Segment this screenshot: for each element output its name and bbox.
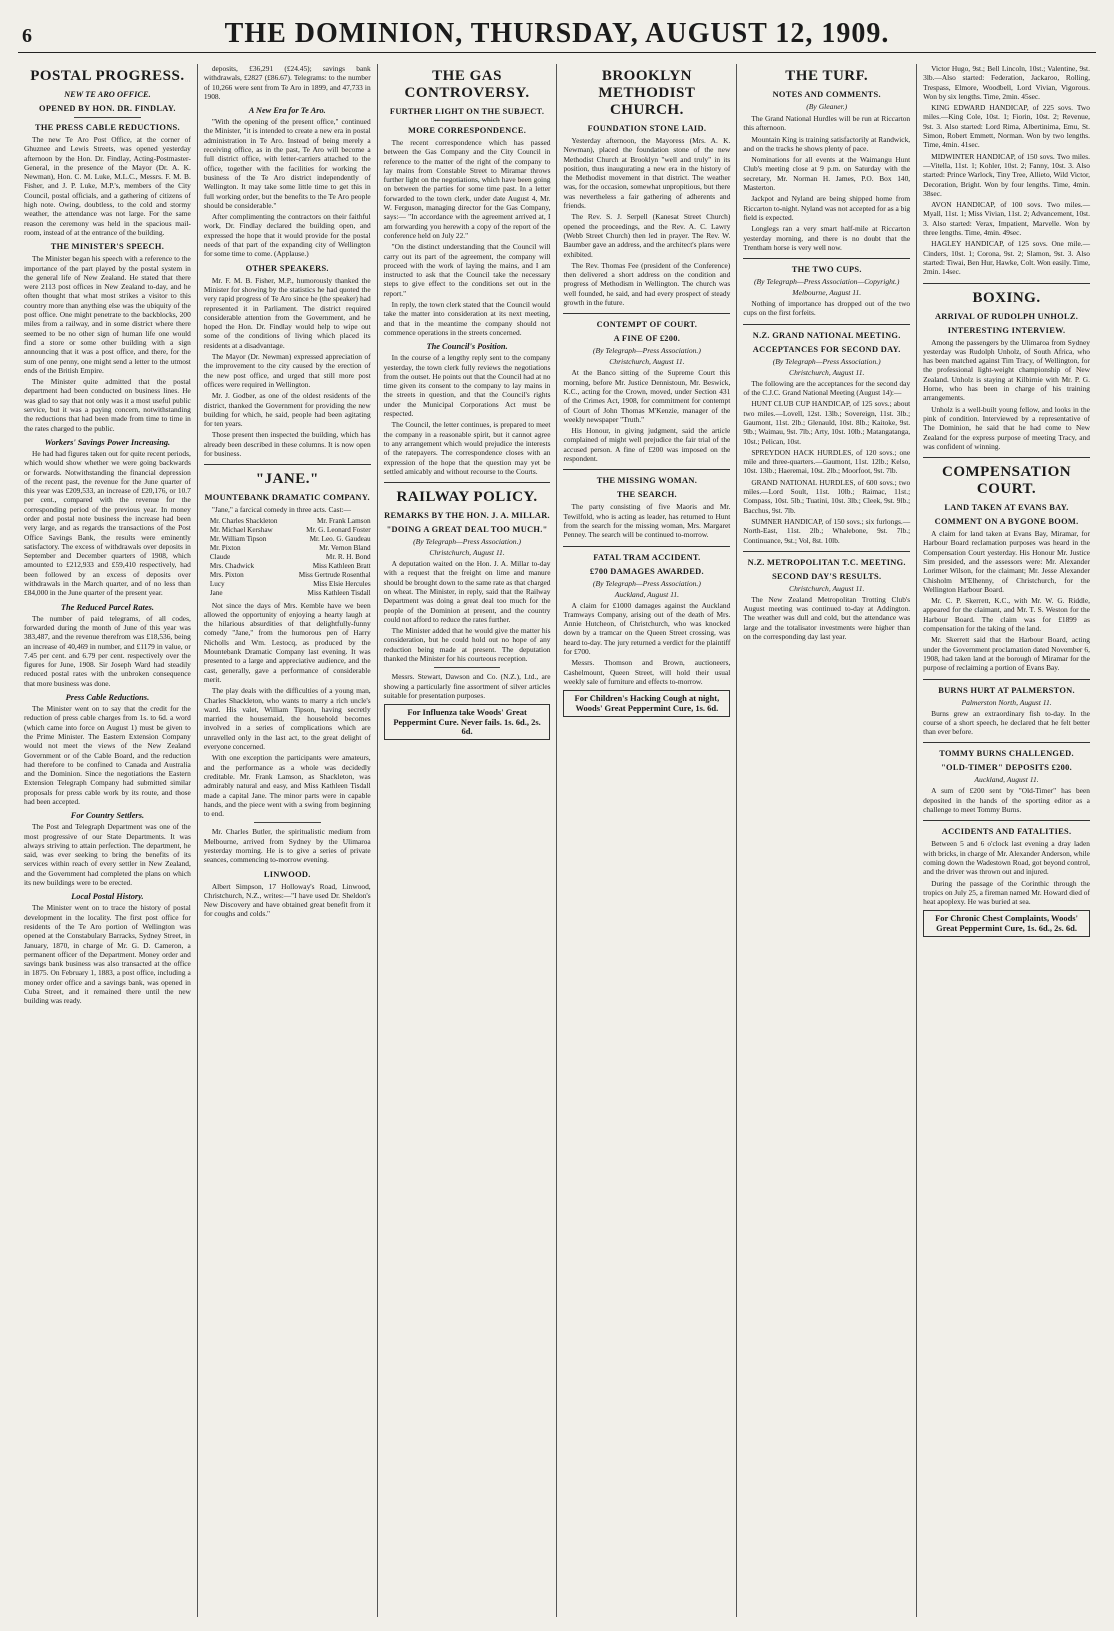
column-2 (198, 64, 378, 1617)
article-subheading: MOUNTEBANK DRAMATIC COMPANY. (204, 493, 370, 503)
column-1 (18, 64, 198, 1617)
paragraph: Not since the days of Mrs. Kemble have we been allowed the opportunity of enjoying a hearty laugh at the hilarious absurdities of that delightfully-funny comedy "Jane," from the humorous pen of Harry Nicholls and Wm. Lestocq, as produced by the Mountebank Dramatic Company last evening. It was presented to a large and appreciative audience, and the cast, generally, gave a performance of considerable merit. (203, 600, 371, 684)
paragraph: KING EDWARD HANDICAP, of 225 sovs. Two miles.—King Cole, 10st. 1; Fiorin, 10st. 2; Revenue, 9st. 3. Also started: Lord Rima, Albertinima, Emu, St. Simon, Robert Emmett, Norman. Won by two lengths. Time, 4min. 41sec. (923, 103, 1090, 150)
dateline: (By Telegraph—Press Association—Copyright.) (753, 277, 900, 287)
cast-row: Mrs. Chadwick Miss Kathleen Bratt (209, 561, 371, 570)
divider (384, 482, 551, 483)
cast-row: Mr. William Tipson Mr. Leo. G. Gaudeau (209, 534, 371, 543)
dateline: (By Telegraph—Press Association.) (592, 578, 701, 588)
columns (18, 64, 1096, 1617)
paragraph: Messrs. Thomson and Brown, auctioneers, Cashelmount, Queen Street, will hold their usual weekly sale of furniture and effects to-morrow. (563, 658, 731, 686)
section-heading: A New Era for Te Aro. (248, 106, 326, 116)
paragraph: SUMNER HANDICAP, of 150 sovs.; six furlongs.—North-East, 11st. 2lb.; Whalebone, 9st. 7lb.; Continuance, 9st.; Vol, 8st. 10lb. (743, 516, 911, 545)
article-subheading: NEW TE ARO OFFICE. (64, 90, 151, 99)
paragraph: With one exception the participants were amateurs, and the performance as a whole was decidedly creditable. Mr. Frank Lamson, as Shackleton, was admirably natural and easy, and Miss Kathleen Tisdall made a capital Jane. The minor parts were in capable hands, and the piece went with a swing from beginning to end. (203, 753, 371, 819)
paragraph: After complimenting the contractors on their faithful work, Dr. Findlay declared the building open, and expressed the hope that it would provide for the postal needs of that part of the expanding city of Wellington for some time to come. (Applause.) (203, 212, 371, 259)
column-5 (737, 64, 917, 1617)
advertisement: For Chronic Chest Complaints, Woods' Great Peppermint Cure, 1s. 6d., 2s. 6d. (923, 910, 1090, 937)
masthead (18, 18, 1096, 53)
section-heading: LINWOOD. (263, 869, 311, 879)
article-subheading: A FINE OF £200. (613, 334, 681, 344)
paragraph: HAGLEY HANDICAP, of 125 sovs. One mile.—Cinders, 10st. 1; Corona, 9st. 2; Slamon, 9st. 3. Also started: Tiwai, Ben Hur, Hawke, Colt. Won easily. Time, 2min. 14sec. (923, 239, 1090, 277)
paragraph: The party consisting of five Maoris and Mr. Tewilfold, who is acting as leader, has returned to Hunt from the search for the missing woman, Mrs. Margaret Penney. The search will be continued to-morrow. (563, 502, 731, 540)
paragraph: The Minister added that he would give the matter his consideration, but he could hold out no hope of any reduction being made at present. The deputation thanked the Minister for his courteous reception. (383, 626, 551, 664)
section-heading: Local Postal History. (71, 892, 144, 902)
section-heading: MORE CORRESPONDENCE. (408, 126, 527, 135)
paragraph: The play deals with the difficulties of a young man, Charles Shackleton, who wants to marry a rich uncle's ward. His valet, William Tipson, having secretly married the housemaid, the household becomes involved in a series of complications which are unravelled only in the last act, to the great delight of everyone concerned. (203, 686, 371, 752)
article-heading: THE TURF. (785, 68, 869, 84)
divider (923, 457, 1090, 458)
paragraph: SPREYDON HACK HURDLES, of 120 sovs.; one mile and three-quarters.—Gaumont, 11st. 12lb.; Kelso, 10st. 13lb.; Haeremai, 10st. 2lb.; Moorfoot, 9st. 7lb. (743, 447, 911, 476)
article-heading: RAILWAY POLICY. (396, 489, 538, 506)
column-3 (378, 64, 558, 1617)
section-heading: THE MINISTER'S SPEECH. (50, 242, 165, 252)
divider (743, 258, 910, 259)
paragraph: HUNT CLUB CUP HANDICAP, of 125 sovs.; about two miles.—Lovell, 12st. 13lb.; Sovereign, 11st. 3lb.; Gaumont, 11st. 2lb.; Glenauld, 10st. 8lb.; Kaitoke, 9st. 9lb.; Waimau, 9st. 7lb.; Arty, 10st. 10lb.; Matangatanga, 10st.; Pelican, 10st. (743, 399, 911, 446)
paragraph: Mr. Skerrett said that the Harbour Board, acting under the Government proclamation dated November 6, 1908, had taken land at the borough of Miramar for the purpose of reclaiming a portion of Evans Bay. (923, 635, 1090, 673)
paragraph: A deputation waited on the Hon. J. A. Millar to-day with a request that the freight on lime and manure should be brought down to the same rate as that charged on wheat. The Minister, in reply, said that the Railway Department was doing a great deal too much for the people of the Dominion at present, and the country could not afford to reduce the rates further. (383, 559, 551, 624)
paragraph: MIDWINTER HANDICAP, of 150 sovs. Two miles.—Vitella, 11st. 1; Kohler, 10st. 2; Fanny, 10st. 3. Also started: Prince Warlock, Tiny Tree, Allieto, Wild Victor, Decoration, Bright. Won by four lengths. Time, 4min. 38sec. (923, 151, 1090, 198)
article-subheading: SECOND DAY'S RESULTS. (772, 571, 882, 581)
section-heading: For Country Settlers. (70, 811, 145, 821)
divider (434, 120, 501, 121)
paragraph: His Honour, in giving judgment, said the article complained of might well prejudice the fair trial of the accused person. A fine of £200 was imposed on the respondent. (563, 426, 731, 464)
paragraph: Mr. C. P. Skerrett, K.C., with Mr. W. G. Riddle, appeared for the claimant, and Mr. T. S. Weston for the Harbour Board. The claim was for £1899 as compensation for the taking of the land. (923, 596, 1090, 634)
article-heading: TOMMY BURNS CHALLENGED. (939, 749, 1074, 759)
section-heading: Workers' Savings Power Increasing. (44, 437, 171, 447)
paragraph: Longlegs ran a very smart half-mile at Riccarton yesterday morning, and there is no doubt that the Trentham horse is very well now. (743, 224, 911, 252)
column-6 (917, 64, 1096, 1617)
divider (254, 822, 321, 823)
article-subheading: £700 DAMAGES AWARDED. (589, 566, 704, 576)
paragraph: The new Te Aro Post Office, at the corner of Ghuznee and Lewis Streets, was opened yesterday afternoon by the Hon. Dr. Findlay, Acting-Postmaster-General, in the presence of the Mayor (Dr. A. K. Newman), Hon. C. M. Luke, M.L.C., Messrs. F. M. B. Fisher, and J. P. Luke, M.P.'s, members of the City Council, postal officials, and a gathering of citizens of high note. Owing, doubtless, to the cold and stormy weather, the attendance was not large. For the same reason the ceremony was held in the spacious mail-room, instead of at the entrance of the building. (24, 135, 191, 237)
byline: (By Gleaner.) (806, 102, 848, 111)
article-heading: BOXING. (972, 289, 1041, 306)
paragraph: Albert Simpson, 17 Holloway's Road, Linwood, Christchurch, N.Z., writes:—"I have used Dr. Sheldon's New Discovery and have obtained great benefit from it for coughs and colds." (203, 881, 371, 919)
advertisement: For Children's Hacking Cough at night, Woods' Great Peppermint Cure, 1s. 6d. (563, 690, 730, 717)
page-number: 6 (22, 25, 32, 47)
paragraph: Unholz is a well-built young fellow, and looks in the pink of condition. Interviewed by a representative of The Dominion, he said that he had come to New Zealand for the express purpose of meeting Tracy, and was confident of winning. (923, 404, 1090, 451)
paragraph: Yesterday afternoon, the Mayoress (Mrs. A. K. Newman), placed the foundation stone of the new Methodist Church at Brooklyn "well and truly" in its position, thus inaugurating a new era in the history of the Methodist movement in that district. The weather was, for the occasion, somewhat unpropitious, but there was nevertheless a fair gathering of adherents and friends. (563, 136, 731, 211)
paragraph: "On the distinct understanding that the Council will carry out its part of the agreement, the company will proceed with the work of laying the mains, and I am instructed to ask that the Council take the necessary steps to give effect to the conditions set out in the report." (383, 242, 551, 298)
paragraph: The number of paid telegrams, of all codes, forwarded during the month of June of this year was 383,487, and the revenue therefrom was £18,536, being an increase of 40,469 in number, and £1179 in value, or 7.45 per cent. and 6.79 per cent. respectively over the figures for June, 1908. Sir Joseph Ward had steadily reduced postal rates with the unbroken consequence that more business was done. (24, 613, 191, 688)
dateline: Auckland, August 11. (614, 589, 680, 599)
advertisement: For Influenza take Woods' Great Peppermint Cure. Never fails. 1s. 6d., 2s. 6d. (384, 704, 551, 740)
article-subheading: "OLD-TIMER" DEPOSITS £200. (941, 763, 1072, 773)
article-heading: CONTEMPT OF COURT. (596, 320, 698, 330)
cast-row: Mrs. Pixton Miss Gertrude Rosenthal (209, 570, 371, 579)
article-subheading: REMARKS BY THE HON. J. A. MILLAR. (384, 511, 550, 521)
article-heading: "JANE." (255, 471, 319, 488)
divider (923, 820, 1090, 821)
article-heading: N.Z. METROPOLITAN T.C. MEETING. (747, 557, 906, 567)
paragraph: Mr. J. Godber, as one of the oldest residents of the district, thanked the Government for providing the new building for which, he said, people had been agitating for ten years. (203, 391, 371, 429)
paragraph: In the course of a lengthy reply sent to the company yesterday, the town clerk fully reviews the negotiations from the outset. He points out that the Council had at no time given its consent to the company to lay mains in the streets in question, and that the Council's rights under the Municipal Corporations Act must be respected. (383, 353, 551, 419)
article-subheading: FURTHER LIGHT ON THE SUBJECT. (389, 107, 545, 116)
paragraph: A claim for £1000 damages against the Auckland Tramways Company, arising out of the death of Mrs. Annie Hutcheon, of Christchurch, who was knocked down by a tramcar on the Queen Street crossing, was heard to-day. The jury returned a verdict for the plaintiff for £700. (563, 600, 731, 656)
paragraph: Mr. F. M. B. Fisher, M.P., humorously thanked the Minister for showing by the statistics he had quoted the very rapid progress of Te Aro since he (the speaker) had represented it in Parliament. The district required considerable attention from the Government, and he hoped the Hon. Dr. Findlay would help to wipe out some of the conditions of living which placed its residents at a disadvantage. (203, 275, 371, 350)
paragraph: The Post and Telegraph Department was one of the most progressive of our State Departments. It was always striving to attain perfection. The department, he said, was ever seeking to bring the benefits of its services within reach of every settler in New Zealand, and the Government had completed the plans on which its new buildings were to be erected. (24, 822, 191, 888)
article-byline: OPENED BY HON. DR. FINDLAY. (39, 104, 176, 113)
section-heading: Press Cable Reductions. (65, 693, 150, 703)
dateline: (By Telegraph—Press Association.) (592, 346, 701, 356)
divider (204, 464, 371, 465)
divider (74, 117, 141, 118)
divider (743, 551, 910, 552)
dateline: Christchurch, August 11. (789, 583, 865, 593)
section-heading: The Council's Position. (426, 342, 508, 352)
divider (923, 283, 1090, 284)
divider (563, 546, 730, 547)
divider (563, 313, 730, 314)
paragraph: Mountain King is training satisfactorily at Randwick, and on the tracks he shows plenty of pace. (743, 134, 911, 153)
cast-row: Mr. Pixton Mr. Vernon Bland (209, 543, 371, 552)
article-heading: POSTAL PROGRESS. (30, 68, 185, 84)
article-subheading: INTERESTING INTERVIEW. (947, 325, 1066, 335)
paragraph: During the passage of the Corinthic through the tropics on July 25, a fireman named Mr. Howard died of heat apoplexy. He was buried at sea. (923, 878, 1090, 907)
article-subheading: ARRIVAL OF RUDOLPH UNHOLZ. (934, 311, 1079, 321)
paragraph: Nothing of importance has dropped out of the two cups on the first forfeits. (743, 299, 911, 318)
paragraph: The Minister went on to say that the credit for the reduction of press cable charges from 1s. to 6d. a word (which came into force on August 1) must be given to the Prime Minister. The Eastern Extension Company would not meet the views of the New Zealand Government or of the Cable Board, and the reduction had therefore to be confined to Canada and Australia and the Dominion. Since the negotiations the Eastern Extension Telegraph Company had submitted similar proposals for press cable work by its route, and those had been accepted. (24, 704, 191, 806)
article-subheading: "DOING A GREAT DEAL TOO MUCH." (386, 525, 548, 535)
paragraph: "With the opening of the present office," continued the Minister, "it is intended to create a new era in postal administration in Te Aro. Instead of being merely a receiving office, as in the past, Te Aro will become a full district office, with letter-carriers attached to the office, together with the facilities for working the business of the Te Aro district independently of Wellington. It may take some little time to get this in full working order, but the benefits to the Te Aro people should be considerable." (203, 117, 371, 210)
paragraph: Jackpot and Nyland are being shipped home from Riccarton to-night. Nyland was not accepted for as a big field is expected. (743, 194, 911, 222)
paragraph: The Mayor (Dr. Newman) expressed appreciation of the improvement to the city caused by the erection of the new post office, and urged that still more post offices were required in Wellington. (203, 352, 371, 389)
article-heading: COMPENSATION COURT. (942, 464, 1072, 498)
masthead-title: THE DOMINION, THURSDAY, AUGUST 12, 1909. (224, 18, 890, 49)
dateline: Christchurch, August 11. (429, 548, 505, 558)
paragraph: Nominations for all events at the Waimangu Hunt Club's meeting close at 9 p.m. on Saturday with the secretary, Mr. Norman H. James, P.O. Box 140, Masterton. (743, 155, 911, 193)
dateline: (By Telegraph—Press Association.) (413, 537, 522, 547)
paragraph: AVON HANDICAP, of 100 sovs. Two miles.—Myall, 11st. 1; Miss Vivian, 11st. 2; Advancement, 10st. 3. Also started: Verax, Impatient, Marvelle. Won by three lengths. Time, 4min. 49sec. (923, 200, 1090, 238)
article-heading: FATAL TRAM ACCIDENT. (593, 552, 701, 562)
article-heading: THE TWO CUPS. (791, 265, 862, 275)
article-heading: N.Z. GRAND NATIONAL MEETING. (752, 330, 901, 340)
article-subheading: ACCEPTANCES FOR SECOND DAY. (752, 344, 901, 354)
section-heading: The Reduced Parcel Rates. (60, 602, 154, 612)
paragraph: The Minister quite admitted that the postal department had been conducted on business lines. He was glad to say that not only was it a most useful public service, but it was a paying concern, notwithstanding the reductions that had been made from time to time in the rates charged to the public. (24, 377, 191, 433)
article-subheading: LAND TAKEN AT EVANS BAY. (944, 503, 1069, 513)
cast-list (210, 517, 371, 598)
paragraph: In reply, the town clerk stated that the Council would take the matter into consideration at its next meeting, and that in the meantime the company should not commence operations in the streets concerned. (383, 300, 551, 337)
paragraph: A claim for land taken at Evans Bay, Miramar, for Harbour Board reclamation purposes was heard in the Compensation Court yesterday. His Honour Mr. Justice Sim presided, and the assessors were: Mr. Alexander Lorimer Wilson, for the claimant; Mr. Jesse Alexander Chisholm M'Elhenny, of Christchurch, for the Wellington Harbour Board. (923, 529, 1090, 594)
paragraph: Messrs. Stewart, Dawson and Co. (N.Z.), Ltd., are showing a particularly fine assortment of silver articles suitable for presentation purposes. (383, 672, 551, 700)
paragraph: The Rev. S. J. Serpell (Kanesat Street Church) opened the proceedings, and the Rev. A. C. Lawry (Webb Street Church) then led in prayer. The Rev. W. Baumber gave an address, and the architect's plans were exhibited. (563, 212, 731, 259)
paragraph: Mr. Charles Butler, the spiritualistic medium from Melbourne, arrived from Sydney by the Ulimaroa yesterday morning. He is to give a series of private seances, commencing to-morrow evening. (203, 827, 371, 865)
paragraph: Those present then inspected the building, which has already been described in these columns. It is now open for business. (203, 430, 371, 458)
paragraph: The Council, the letter continues, is prepared to meet the company in a reasonable spirit, but it cannot agree to any arrangement which would prejudice the interests of the ratepayers. The correspondence closes with an expression of the hope that the question may yet be settled amicably and without recourse to the Courts. (383, 420, 551, 476)
paragraph: GRAND NATIONAL HURDLES, of 600 sovs.; two miles.—Lord Soult, 11st. 10lb.; Raimac, 11st.; Compass, 10st. 5lb.; Tuatini, 10st. 3lb.; Cleek, 9st. 9lb.; Bacchus, 9st. 7lb. (743, 477, 911, 515)
cast-row: Mr. Charles Shackleton Mr. Frank Lamson (209, 516, 371, 525)
article-heading: ACCIDENTS AND FATALITIES. (941, 827, 1072, 837)
paragraph: He had had figures taken out for quite recent periods, which would show whether we were going backwards or forwards. Notwithstanding the financial depression of the recent past, the revenue for the June quarter of this year was £209,533, an increase of £20,176, or 10.7 per cent., compared with the revenue for the corresponding period of the previous year. In money order and postal note business the increase had been very large, and as regards the transactions of the Post Office Savings Bank, the results were eminently satisfactory. The excess of withdrawals over deposits in September and December quarters of 1908, which amounted to £212,933 and £59,410 respectively, had been followed by an excess of deposits over withdrawals in the March quarter, and of no less than £84,000 in the June quarter of the present year. (24, 448, 191, 598)
divider (434, 667, 501, 668)
dateline: Auckland, August 11. (974, 775, 1039, 785)
dateline: Melbourne, August 11. (792, 288, 862, 298)
dateline: Christchurch, August 11. (609, 357, 685, 367)
paragraph: The following are the acceptances for the second day of the C.J.C. Grand National Meeting (August 14):— (743, 378, 911, 398)
paragraph: Victor Hugo, 9st.; Bell Lincoln, 10st.; Valentine, 9st. 3lb.—Also started: Federation, Jackaroo, Rolling, Trespass, Elmore, Woodbell, Lord Vivian, Vigorous. Won by six lengths. Time, 2min. 45sec. (923, 64, 1090, 101)
dateline: Palmerston North, August 11. (961, 697, 1052, 707)
divider (923, 742, 1090, 743)
article-subheading: COMMENT ON A BYGONE BOOM. (934, 517, 1079, 527)
article-heading: BURNS HURT AT PALMERSTON. (938, 685, 1075, 695)
paragraph: deposits, £36,291 (£24.45); savings bank withdrawals, £2827 (£86.67). Telegrams: to the number of 10,266 were sent from Te Aro in 1899, and 47,733 in 1908. (203, 64, 371, 101)
dateline: Christchurch, August 11. (789, 367, 865, 377)
article-heading: THE GAS CONTROVERSY. (404, 68, 530, 101)
paragraph: Among the passengers by the Ulimaroa from Sydney yesterday was Rudolph Unholz, of South Africa, who has been matched against Tim Tracy, of Wellington, for the professional light-weight championship of New Zealand. Unholz is staying at Kilbirnie with Mr. P. G. Horne, who has been in charge of his training arrangements. (923, 337, 1090, 403)
paragraph: Between 5 and 6 o'clock last evening a dray laden with bricks, in charge of Mr. Alexander Anderson, while coming down the Wadestown Road, got beyond control, and the driver was thrown out and injured. (923, 839, 1090, 877)
article-subheading: NOTES AND COMMENTS. (772, 90, 881, 99)
dateline: (By Telegraph—Press Association.) (772, 356, 881, 366)
cast-row: Claude Mr. R. H. Bond (209, 552, 371, 561)
divider (743, 324, 910, 325)
divider (563, 469, 730, 470)
paragraph: A sum of £200 sent by "Old-Timer" has been deposited in the hands of the sporting editor as a challenge to meet Tommy Burns. (923, 786, 1090, 815)
paragraph: Burns grew an extraordinary fish to-day. In the course of a short speech, he declared that he felt better than ever before. (923, 708, 1090, 737)
article-subheading: FOUNDATION STONE LAID. (587, 124, 707, 133)
paragraph: "Jane," a farcical comedy in three acts. Cast:— (211, 505, 352, 515)
divider (923, 679, 1090, 680)
cast-row: Mr. Michael Kershaw Mr. G. Leonard Foster (209, 525, 371, 534)
paragraph: The Minister began his speech with a reference to the importance of the part played by the postal system in the general life of New Zealand. He stated that there were 2113 post offices in New Zealand to-day, and he often thought that what most strikes a visitor to this country more than anything else was the ubiquity of the post office. One might penetrate to the backblocks, 200 miles from a railway, and in some district where there seemed to be no other sign of human life one would find a store or some other building with a sign announcing that it was a post office, and there, for the sum of one penny, one might send a letter to the utmost ends of the British Empire. (24, 254, 191, 375)
column-4 (557, 64, 737, 1617)
paragraph: The Grand National Hurdles will be run at Riccarton this afternoon. (743, 114, 911, 133)
paragraph: At the Banco sitting of the Supreme Court this morning, before Mr. Justice Dennistoun, Mr. Beswick, K.C., acting for the Crown, moved, under Section 431 of the Crimes Act, 1908, for commitment for contempt of Court of John Thomas M'Kenzie, manager of the weekly newspaper "Truth." (563, 368, 731, 424)
article-subheading: THE SEARCH. (616, 490, 677, 500)
paragraph: The Rev. Thomas Fee (president of the Conference) then delivered a short address on the condition and progress of Methodism in Wellington. The church was well founded, he said, and had every prospect of steady growth in the future. (563, 260, 731, 308)
section-heading: OTHER SPEAKERS. (245, 263, 329, 273)
cast-row: Lucy Miss Elsie Hercules (209, 579, 371, 588)
section-heading: THE PRESS CABLE REDUCTIONS. (34, 123, 180, 132)
paragraph: The New Zealand Metropolitan Trotting Club's August meeting was continued to-day at Addington. The weather was dull and cold, but the attendance was large and the totalisator investments were higher than on the corresponding day last year. (743, 594, 911, 641)
article-heading: BROOKLYN METHODIST CHURCH. (598, 68, 696, 118)
paragraph: The Minister went on to trace the history of postal development in the locality. The first post office for residents of the Te Aro portion of Wellington was opened at the Constabulary Barracks, Sydney Street, in January, 1870, in charge of Mr. G. D. Cameron, a permanent officer of the Department. Money order and savings bank business was also transacted at the office in 1875. On February 1, 1883, a post office, including a money order office and a savings bank, was opened in Cuba Street, and it remained there until the new building was ready. (24, 903, 191, 1006)
cast-row: Jane Miss Kathleen Tisdall (209, 588, 371, 597)
paragraph: The recent correspondence which has passed between the Gas Company and the City Council in reference to the matter of the right of the company to lay mains from Constable Street to Miramar throws further light on the negotiations, which have been going on between the parties for some time past. In a letter forwarded to the town clerk, under date August 4, Mr. W. Ferguson, managing director for the Gas Company, says:— "In accordance with the agreement arrived at, I am forwarding you herewith a copy of the report of the conference held on July 22." (383, 138, 551, 240)
article-heading: THE MISSING WOMAN. (596, 476, 698, 486)
